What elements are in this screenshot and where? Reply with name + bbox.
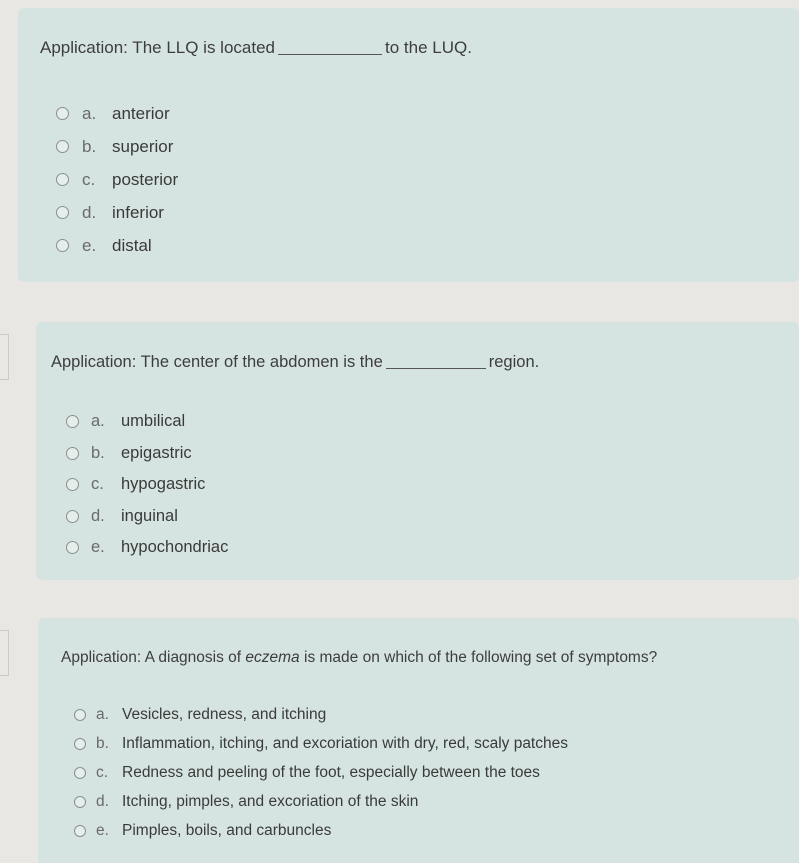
option-letter: c. — [91, 475, 104, 494]
radio-button[interactable] — [74, 796, 86, 808]
option-letter: d. — [82, 202, 97, 222]
option-label: distal — [112, 235, 152, 255]
radio-button[interactable] — [56, 206, 69, 219]
option-letter: d. — [96, 792, 109, 810]
option-letter: c. — [96, 763, 109, 781]
question-3-option-b[interactable] — [74, 729, 568, 758]
radio-button[interactable] — [66, 541, 79, 554]
question-1-option-a[interactable] — [56, 97, 178, 130]
radio-button[interactable] — [74, 825, 86, 837]
question-3-options — [74, 700, 568, 845]
radio-button[interactable] — [56, 107, 69, 120]
question-3-option-a[interactable] — [74, 700, 568, 729]
option-letter: e. — [96, 821, 109, 839]
question-card-2 — [36, 322, 799, 580]
question-1-options — [56, 97, 178, 262]
option-label: Vesicles, redness, and itching — [122, 705, 327, 723]
option-letter: e. — [82, 235, 97, 255]
radio-button[interactable] — [74, 767, 86, 779]
option-label: inferior — [112, 202, 164, 222]
option-letter: e. — [91, 538, 105, 557]
option-letter: a. — [91, 412, 105, 431]
left-edge-mark-upper — [0, 334, 9, 380]
question-1-suffix: to the LUQ. — [385, 38, 472, 57]
radio-button[interactable] — [74, 709, 86, 721]
radio-button[interactable] — [66, 478, 79, 491]
option-label: hypogastric — [121, 475, 206, 494]
question-card-3 — [38, 618, 799, 863]
question-2-suffix: region. — [488, 353, 540, 371]
option-letter: b. — [82, 136, 97, 156]
question-2-option-a[interactable] — [66, 406, 228, 438]
option-label: posterior — [112, 169, 179, 189]
question-3-suffix: is made on which of the following set of symptoms? — [299, 649, 658, 666]
question-card-1 — [18, 8, 799, 282]
option-label: Inflammation, itching, and excoriation with dry, red, scaly patches — [122, 734, 568, 752]
option-label: superior — [112, 136, 174, 156]
question-2-prefix: Application: The center of the abdomen is the — [51, 353, 383, 371]
radio-button[interactable] — [66, 447, 79, 460]
question-1-option-b[interactable] — [56, 130, 178, 163]
option-label: hypochondriac — [121, 538, 229, 557]
question-2-option-c[interactable] — [66, 469, 228, 501]
question-1-option-c[interactable] — [56, 163, 178, 196]
question-3-emphasis: eczema — [245, 649, 300, 666]
question-2-option-e[interactable] — [66, 532, 228, 564]
radio-button[interactable] — [56, 239, 69, 252]
question-3-option-c[interactable] — [74, 758, 568, 787]
question-3-text — [61, 649, 657, 667]
radio-button[interactable] — [56, 173, 69, 186]
question-2-text — [51, 353, 539, 372]
option-label: inguinal — [121, 506, 178, 525]
question-3-prefix: Application: A diagnosis of — [61, 649, 246, 666]
question-2-option-b[interactable] — [66, 438, 228, 470]
question-2-option-d[interactable] — [66, 501, 228, 533]
option-letter: c. — [82, 169, 96, 189]
option-label: umbilical — [121, 412, 186, 431]
radio-button[interactable] — [66, 415, 79, 428]
option-letter: a. — [96, 705, 109, 723]
option-label: epigastric — [121, 443, 192, 462]
left-edge-mark-lower — [0, 630, 9, 676]
option-letter: a. — [82, 103, 97, 123]
question-1-blank — [278, 54, 382, 55]
radio-button[interactable] — [66, 510, 79, 523]
question-3-option-e[interactable] — [74, 816, 568, 845]
question-2-options — [66, 406, 228, 564]
question-1-text — [40, 38, 472, 58]
option-label: Pimples, boils, and carbuncles — [122, 821, 332, 839]
option-letter: b. — [96, 734, 109, 752]
radio-button[interactable] — [56, 140, 69, 153]
option-label: Itching, pimples, and excoriation of the skin — [122, 792, 419, 810]
question-1-option-e[interactable] — [56, 229, 178, 262]
question-1-prefix: Application: The LLQ is located — [40, 38, 275, 57]
question-2-blank — [386, 368, 486, 369]
option-label: Redness and peeling of the foot, especially between the toes — [122, 763, 540, 781]
option-letter: d. — [91, 506, 105, 525]
radio-button[interactable] — [74, 738, 86, 750]
option-label: anterior — [112, 103, 170, 123]
option-letter: b. — [91, 443, 105, 462]
question-3-option-d[interactable] — [74, 787, 568, 816]
question-1-option-d[interactable] — [56, 196, 178, 229]
